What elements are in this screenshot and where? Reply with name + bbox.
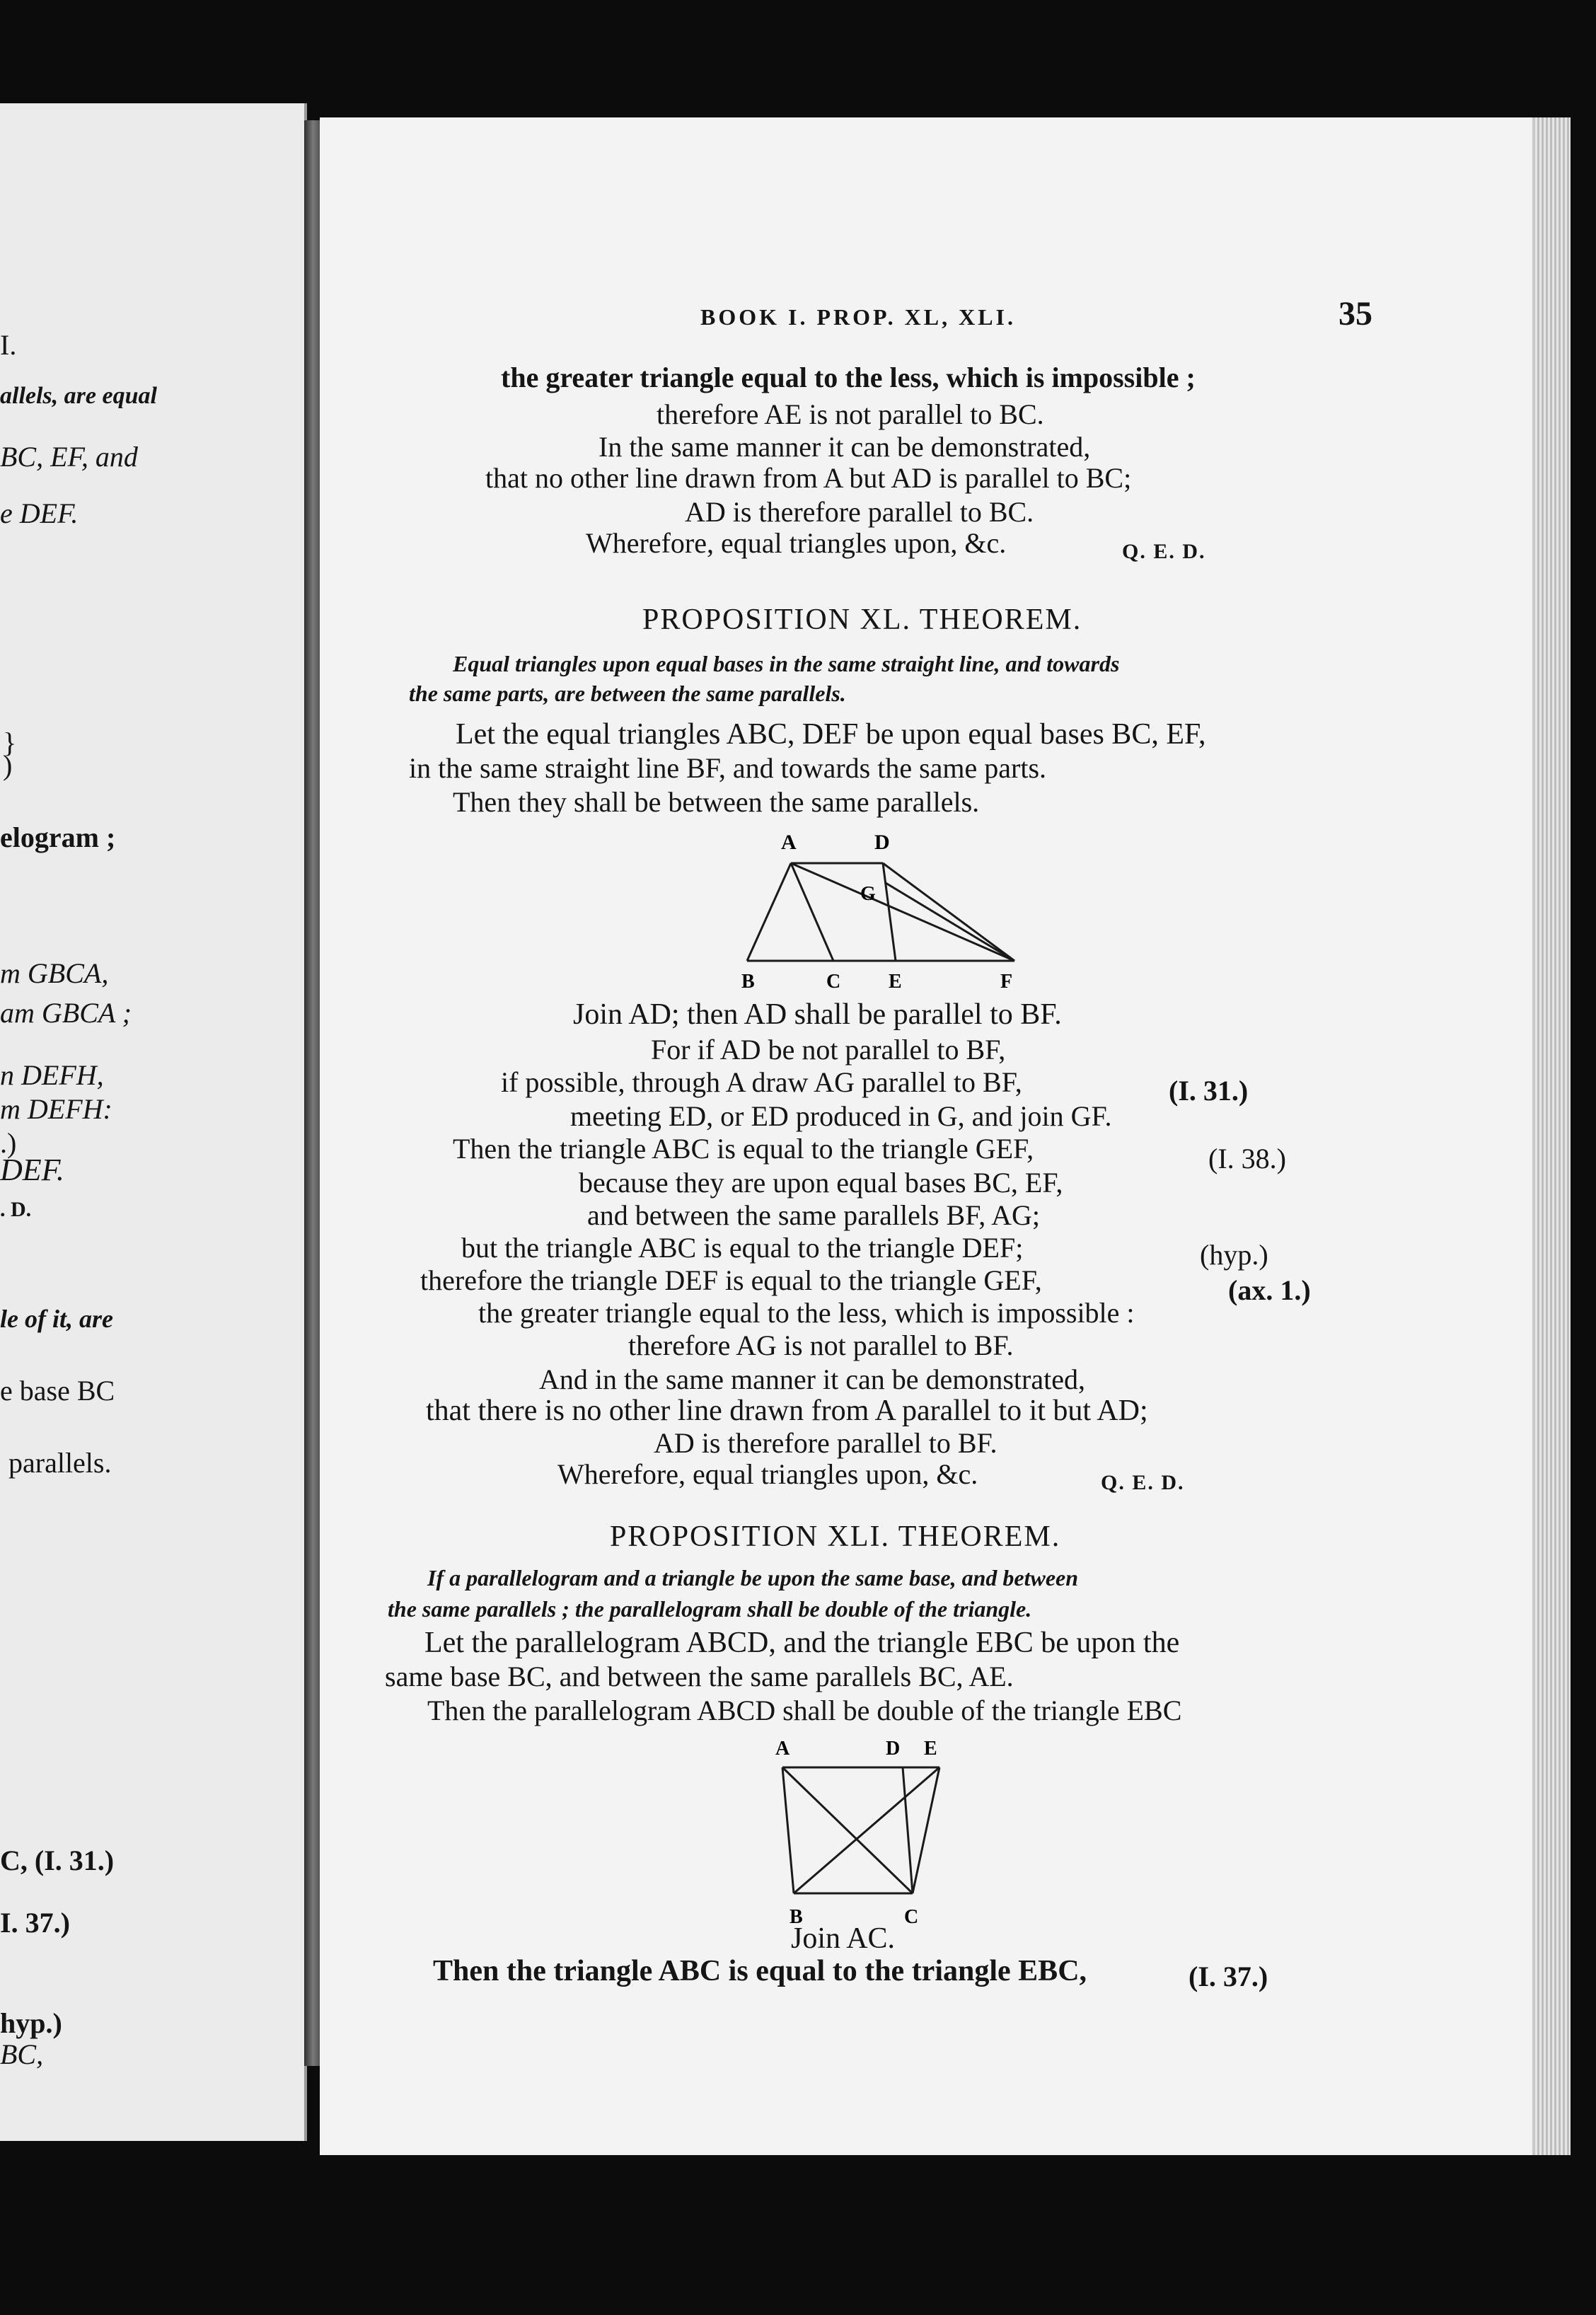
figure-prop41: [764, 1726, 962, 1932]
left-fragment: C, (I. 31.): [0, 1845, 115, 1876]
label-b: B: [741, 971, 755, 993]
proof-line: Wherefore, equal triangles upon, &c.: [557, 1458, 978, 1490]
proof-line: but the triangle ABC is equal to the triangle DEF;: [461, 1232, 1024, 1264]
left-fragment: }: [3, 727, 17, 758]
left-fragment: am GBCA ;: [0, 997, 132, 1029]
left-page: [0, 103, 307, 2141]
proposition-heading: PROPOSITION XL. THEOREM.: [642, 604, 1082, 636]
label-e: E: [889, 971, 902, 993]
left-fragment: elogram ;: [0, 821, 116, 853]
enunciation-line: If a parallelogram and a triangle be upon the same base, and between: [427, 1565, 1079, 1591]
left-fragment: n DEFH,: [0, 1059, 104, 1091]
left-fragment: hyp.): [0, 2007, 62, 2039]
running-head: BOOK I. PROP. XL, XLI.: [700, 304, 1016, 330]
left-fragment: . D.: [0, 1198, 32, 1221]
proof-reference: (I. 38.): [1208, 1143, 1286, 1174]
left-fragment: le of it, are: [0, 1305, 113, 1333]
proof-reference: (I. 37.): [1189, 1961, 1268, 1992]
text-line: that no other line drawn from A but AD is parallel to BC;: [485, 462, 1132, 494]
left-fragment: BC,: [0, 2038, 44, 2070]
proof-line: Join AD; then AD shall be parallel to BF.: [573, 998, 1062, 1031]
left-fragment: allels, are equal: [0, 383, 157, 409]
label-a: A: [775, 1738, 790, 1760]
left-fragment: parallels.: [8, 1447, 112, 1479]
label-d: D: [874, 831, 890, 854]
left-fragment: e DEF.: [0, 497, 79, 529]
text-line: in the same straight line BF, and towards the same parts.: [409, 752, 1047, 784]
proof-line: therefore the triangle DEF is equal to the triangle GEF,: [420, 1264, 1042, 1296]
text-line: Let the parallelogram ABCD, and the triangle EBC be upon the: [424, 1627, 1180, 1659]
text-line: Then the parallelogram ABCD shall be double of the triangle EBC: [427, 1695, 1182, 1726]
qed: Q. E. D.: [1101, 1471, 1185, 1494]
text-line: therefore AE is not parallel to BC.: [657, 398, 1044, 430]
line-ac: [782, 1767, 913, 1893]
proof-line: meeting ED, or ED produced in G, and join GF.: [570, 1100, 1112, 1132]
line-dc: [903, 1767, 913, 1893]
left-fragment: DEF.: [0, 1153, 64, 1187]
line-gf: [886, 883, 1014, 961]
enunciation-line: Equal triangles upon equal bases in the same straight line, and towards: [453, 651, 1120, 676]
proof-reference: (ax. 1.): [1228, 1274, 1311, 1306]
proof-line: For if AD be not parallel to BF,: [651, 1034, 1006, 1066]
left-fragment: ): [3, 749, 13, 781]
left-fragment: m GBCA,: [0, 957, 109, 989]
left-fragment: m DEFH:: [0, 1093, 112, 1125]
line-de: [883, 863, 896, 961]
proposition-heading: PROPOSITION XLI. THEOREM.: [610, 1520, 1061, 1553]
enunciation-line: the same parallels ; the parallelogram shall be double of the triangle.: [388, 1596, 1032, 1622]
label-d: D: [886, 1738, 901, 1760]
proof-line: Join AC.: [791, 1922, 896, 1955]
proof-line: and between the same parallels BF, AG;: [587, 1199, 1040, 1231]
text-line: Wherefore, equal triangles upon, &c.: [586, 527, 1007, 559]
label-c: C: [904, 1906, 919, 1928]
proof-reference: (hyp.): [1200, 1239, 1268, 1271]
text-line: AD is therefore parallel to BC.: [685, 496, 1034, 528]
proof-reference: (I. 31.): [1169, 1075, 1249, 1107]
page-number: 35: [1338, 295, 1372, 333]
figure-prop40: [729, 821, 1026, 1005]
text-line: In the same manner it can be demonstrated,: [598, 431, 1091, 463]
left-fragment: I.: [0, 329, 17, 361]
line-ba: [747, 863, 791, 961]
proof-line: because they are upon equal bases BC, EF,: [579, 1167, 1063, 1199]
label-f: F: [1000, 971, 1013, 993]
label-g: G: [860, 883, 876, 905]
proof-line: Then the triangle ABC is equal to the triangle GEF,: [453, 1133, 1034, 1165]
left-fragment: .): [0, 1127, 17, 1159]
text-line: Then they shall be between the same parallels.: [453, 786, 980, 818]
label-a: A: [781, 831, 797, 854]
enunciation-line: the same parts, are between the same parallels.: [409, 681, 846, 706]
proof-line: the greater triangle equal to the less, which is impossible :: [478, 1297, 1135, 1329]
proof-line: Then the triangle ABC is equal to the triangle EBC,: [433, 1955, 1087, 1987]
proof-line: that there is no other line drawn from A parallel to it but AD;: [426, 1395, 1148, 1427]
label-b: B: [790, 1906, 803, 1928]
proof-line: And in the same manner it can be demonstrated,: [539, 1363, 1085, 1395]
qed: Q. E. D.: [1122, 540, 1206, 563]
text-line: the greater triangle equal to the less, which is impossible ;: [501, 362, 1196, 393]
left-fragment: e base BC: [0, 1375, 115, 1407]
label-e: E: [924, 1738, 937, 1760]
left-fragment: I. 37.): [0, 1907, 70, 1939]
proof-line: if possible, through A draw AG parallel to BF,: [501, 1066, 1022, 1098]
label-c: C: [826, 971, 841, 993]
proof-line: AD is therefore parallel to BF.: [654, 1427, 998, 1459]
left-fragment: BC, EF, and: [0, 441, 138, 473]
page-edge: [1535, 117, 1571, 2155]
text-line: same base BC, and between the same parallels BC, AE.: [385, 1661, 1014, 1692]
text-line: Let the equal triangles ABC, DEF be upon equal bases BC, EF,: [456, 718, 1206, 751]
line-ab: [782, 1767, 794, 1893]
proof-line: therefore AG is not parallel to BF.: [628, 1329, 1014, 1361]
